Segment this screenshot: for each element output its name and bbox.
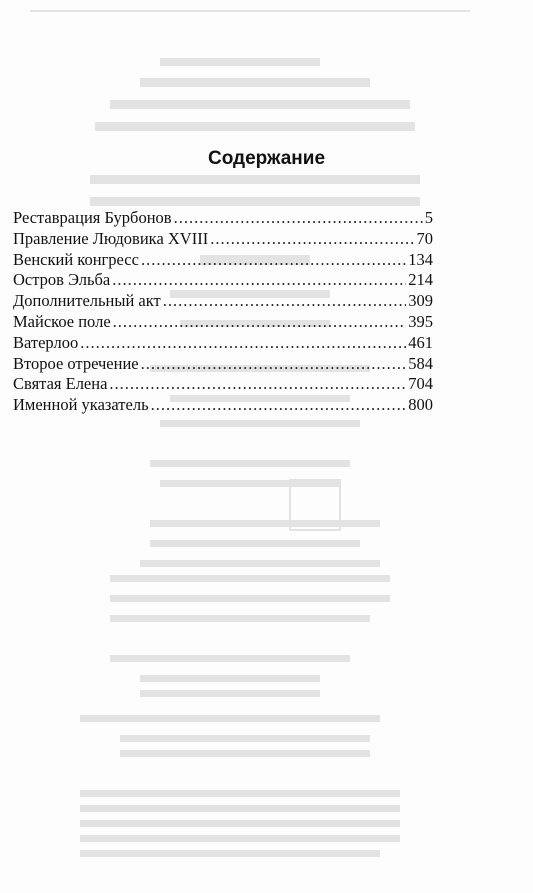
toc-entry bbox=[13, 270, 433, 291]
toc-entry-page: 134 bbox=[408, 249, 433, 269]
toc-entry-title: Второе отречение bbox=[13, 353, 139, 373]
toc-leader-dots bbox=[141, 250, 406, 271]
toc-entry-title: Остров Эльба bbox=[13, 270, 111, 290]
toc-entry bbox=[13, 333, 433, 354]
toc-leader-dots bbox=[210, 229, 414, 250]
toc-entry bbox=[13, 250, 433, 271]
toc-entry-title: Реставрация Бурбонов bbox=[13, 208, 172, 227]
toc-leader-dots bbox=[109, 374, 406, 395]
toc-entry-title: Святая Елена bbox=[13, 374, 108, 394]
toc-leader-dots bbox=[80, 333, 406, 354]
toc-entry-page: 214 bbox=[408, 270, 433, 290]
toc-entry-page: 584 bbox=[408, 353, 433, 373]
toc-leader-dots bbox=[112, 270, 406, 291]
toc-entry-title: Дополнительный акт bbox=[13, 291, 161, 311]
toc-leader-dots bbox=[141, 354, 407, 375]
toc-entry-page: 461 bbox=[408, 332, 433, 352]
toc-entry-title: Майское поле bbox=[13, 311, 111, 331]
toc-entry-title: Именной указатель bbox=[13, 395, 149, 415]
table-of-contents bbox=[13, 208, 433, 416]
toc-entry bbox=[13, 354, 433, 375]
toc-leader-dots bbox=[174, 208, 423, 229]
toc-entry-page: 800 bbox=[408, 395, 433, 415]
toc-entry-page: 704 bbox=[408, 374, 433, 394]
toc-entry bbox=[13, 229, 433, 250]
toc-entry bbox=[13, 291, 433, 312]
toc-entry-title: Венский конгресс bbox=[13, 249, 139, 269]
page-heading: Содержание bbox=[207, 148, 326, 169]
toc-entry bbox=[13, 395, 433, 416]
toc-entry bbox=[13, 374, 433, 395]
toc-leader-dots bbox=[163, 291, 406, 312]
toc-entry-page: 395 bbox=[408, 311, 433, 331]
toc-entry bbox=[13, 208, 433, 229]
toc-entry-title: Ватерлоо bbox=[13, 332, 79, 352]
toc-entry bbox=[13, 312, 433, 333]
toc-entry-title: Правление Людовика XVIII bbox=[13, 228, 209, 248]
toc-entry-page: 5 bbox=[424, 208, 433, 227]
toc-leader-dots bbox=[151, 395, 407, 416]
toc-entry-page: 309 bbox=[408, 291, 433, 311]
toc-leader-dots bbox=[113, 312, 407, 333]
toc-entry-page: 70 bbox=[416, 228, 433, 248]
